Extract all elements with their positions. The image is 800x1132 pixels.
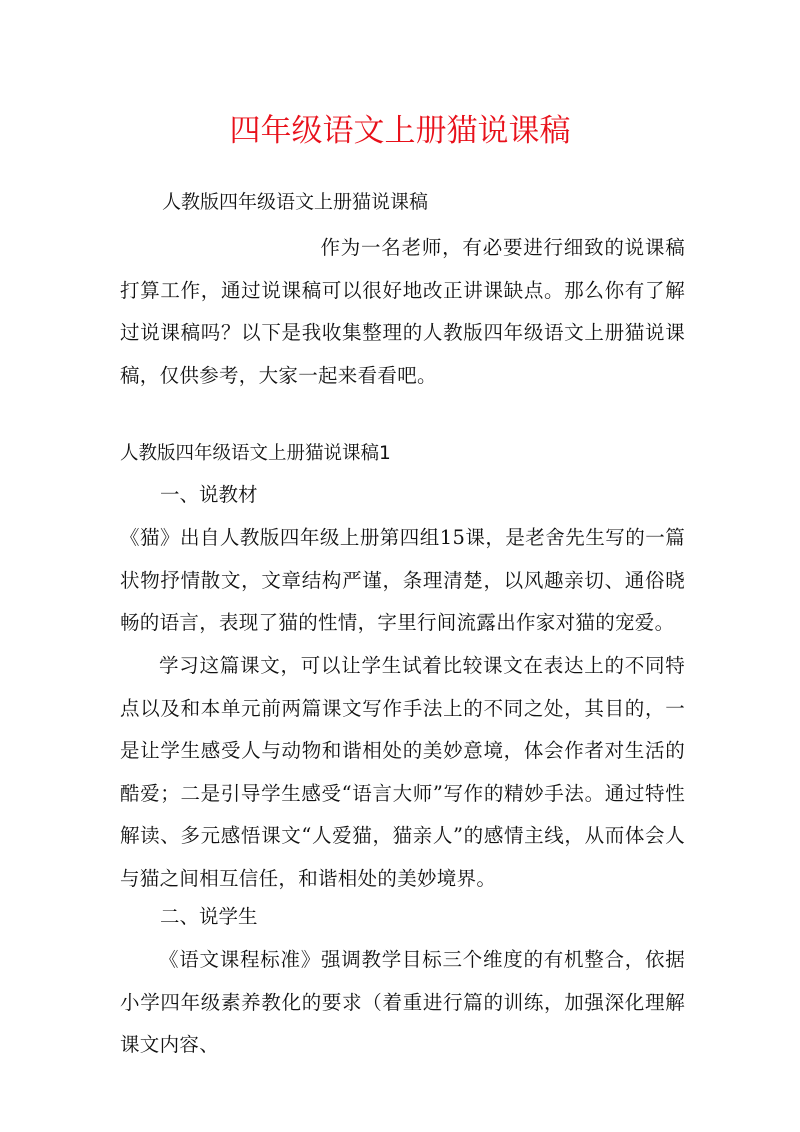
document-subtitle: 人教版四年级语文上册猫说课稿 — [162, 191, 429, 213]
document-title: 四年级语文上册猫说课稿 — [229, 113, 571, 149]
intro-text: 作为一名老师，有必要进行细致的说课稿打算工作，通过说课稿可以很好地改正讲课缺点。那么你有了解过说课稿吗？以下是我收集整理的人教版四年级语文上册猫说课稿，仅供参考，大家一起来看看吧。 — [120, 236, 685, 387]
intro-paragraph — [120, 227, 685, 397]
part2-heading: 二、说学生 — [160, 905, 258, 928]
part1-paragraph-1: 《猫》出自人教版四年级上册第四组15课，是老舍先生写的一篇状物抒情散文，文章结构严谨，条理清楚，以风趣亲切、通俗晓畅的语言，表现了猫的性情，字里行间流露出作家对猫的宠爱。 — [120, 526, 685, 634]
part1-heading: 一、说教材 — [160, 483, 258, 506]
part2-paragraph-1: 《语文课程标准》强调教学目标三个维度的有机整合，依据小学四年级素养教化的要求（着重进行篇的训练，加强深化理解课文内容、 — [120, 948, 685, 1056]
part1-paragraph-2: 学习这篇课文，可以让学生试着比较课文在表达上的不同特点以及和本单元前两篇课文写作手法上的不同之处，其目的，一是让学生感受人与动物和谐相处的美妙意境，体会作者对生活的酷爱；二是引导学生感受“语言大师”写作的精妙手法。通过特性解读、多元感悟课文“人爱猫，猫亲人”的感情主线，从而体会人与猫之间相互信任，和谐相处的美妙境界。 — [120, 654, 685, 890]
section-title: 人教版四年级语文上册猫说课稿1 — [120, 443, 391, 464]
